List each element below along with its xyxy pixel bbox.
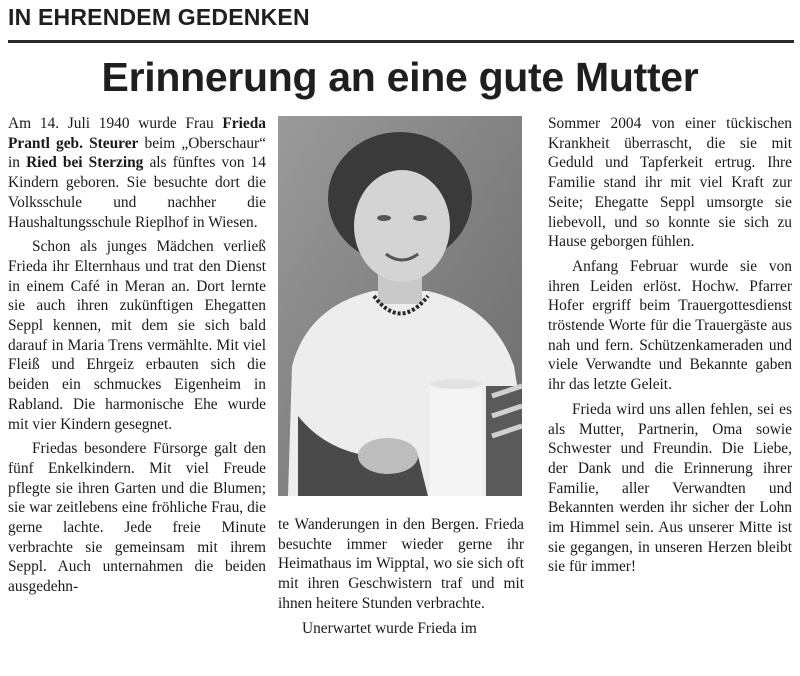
portrait-photo [278, 116, 522, 496]
paragraph-1-text-c: als fünftes von 14 Kindern geboren. Sie besuchte dort die Volksschule und nachher die Haushaltungsschule Rieplhof in Wiesen. [8, 154, 266, 231]
paragraph-8: Frieda wird uns allen fehlen, sei es als Mutter, Partnerin, Oma sowie Schwester und Freundin. Die Liebe, der Dank und die Erinnerung ihrer Familie, aller Verwandten und Bekannten werden ihr sicher der Lohn im Himmel sein. Aus unserer Mitte ist sie gegangen, in unseren Herzen bleibt sie für immer! [548, 400, 792, 576]
paragraph-1-text-a: Am 14. Juli 1940 wurde Frau [8, 115, 223, 132]
column-2 [278, 515, 524, 638]
birthplace: Ried bei Sterzing [26, 154, 144, 172]
paragraph-1 [8, 114, 266, 232]
paragraph-4: te Wanderungen in den Bergen. Frieda besuchte immer wieder gerne ihr Heimathaus im Wipptal, wo sie sich oft mit ihren Geschwistern traf und mit ihnen heitere Stunden verbrachte. [278, 516, 524, 612]
column-1 [8, 114, 266, 597]
deceased-name: Frieda Prantl geb. Steurer [8, 115, 266, 152]
section-header: IN EHRENDEM GEDENKEN [8, 4, 310, 30]
paragraph-6: Sommer 2004 von einer tückischen Krankheit überrascht, die sie mit Geduld und Tapferkeit ertrug. Ihre Familie stand ihr mit viel Kraft zur Seite; Ehegatte Seppl umsorgte sie liebevoll, und so konnte sie sich zu Hause geborgen fühlen. [548, 115, 792, 251]
paragraph-2: Schon als junges Mädchen verließ Frieda ihr Elternhaus und trat den Dienst in einem Café in Meran an. Dort lernte sie auch ihren zukünftigen Ehegatten Seppl kennen, mit dem sie sich bald darauf in Maria Trens vermählte. Mit viel Fleiß und Ehrgeiz erbauten sich die beiden ein schmuckes Eigenheim in Rabland. Die harmonische Ehe wurde mit vier Kindern gesegnet. [8, 238, 266, 433]
headline: Erinnerung an eine gute Mutter [101, 54, 699, 100]
header-rule [8, 40, 794, 43]
paragraph-3: Friedas besondere Fürsorge galt den fünf Enkelkindern. Mit viel Freude pflegte sie ihren Garten und die Blumen; sie war zeitlebens eine fröhliche Frau, die gerne lachte. Jede freie Minute verbrachte sie gemeinsam mit ihrem Seppl. Auch unternahmen die beiden ausgedehn- [8, 440, 266, 596]
paragraph-1-text-b: beim „Oberschaur“ in [8, 134, 266, 172]
paragraph-7: Anfang Februar wurde sie von ihren Leiden erlöst. Hochw. Pfarrer Hofer ergriff beim Trauergottesdienst tröstende Worte für die Trauergäste aus nah und fern. Schützenkameraden und viele Verwandte und Bekannte gaben ihr das letzte Geleit. [548, 257, 792, 394]
paragraph-5: Unerwartet wurde Frieda im [302, 619, 477, 637]
column-3 [548, 114, 792, 577]
